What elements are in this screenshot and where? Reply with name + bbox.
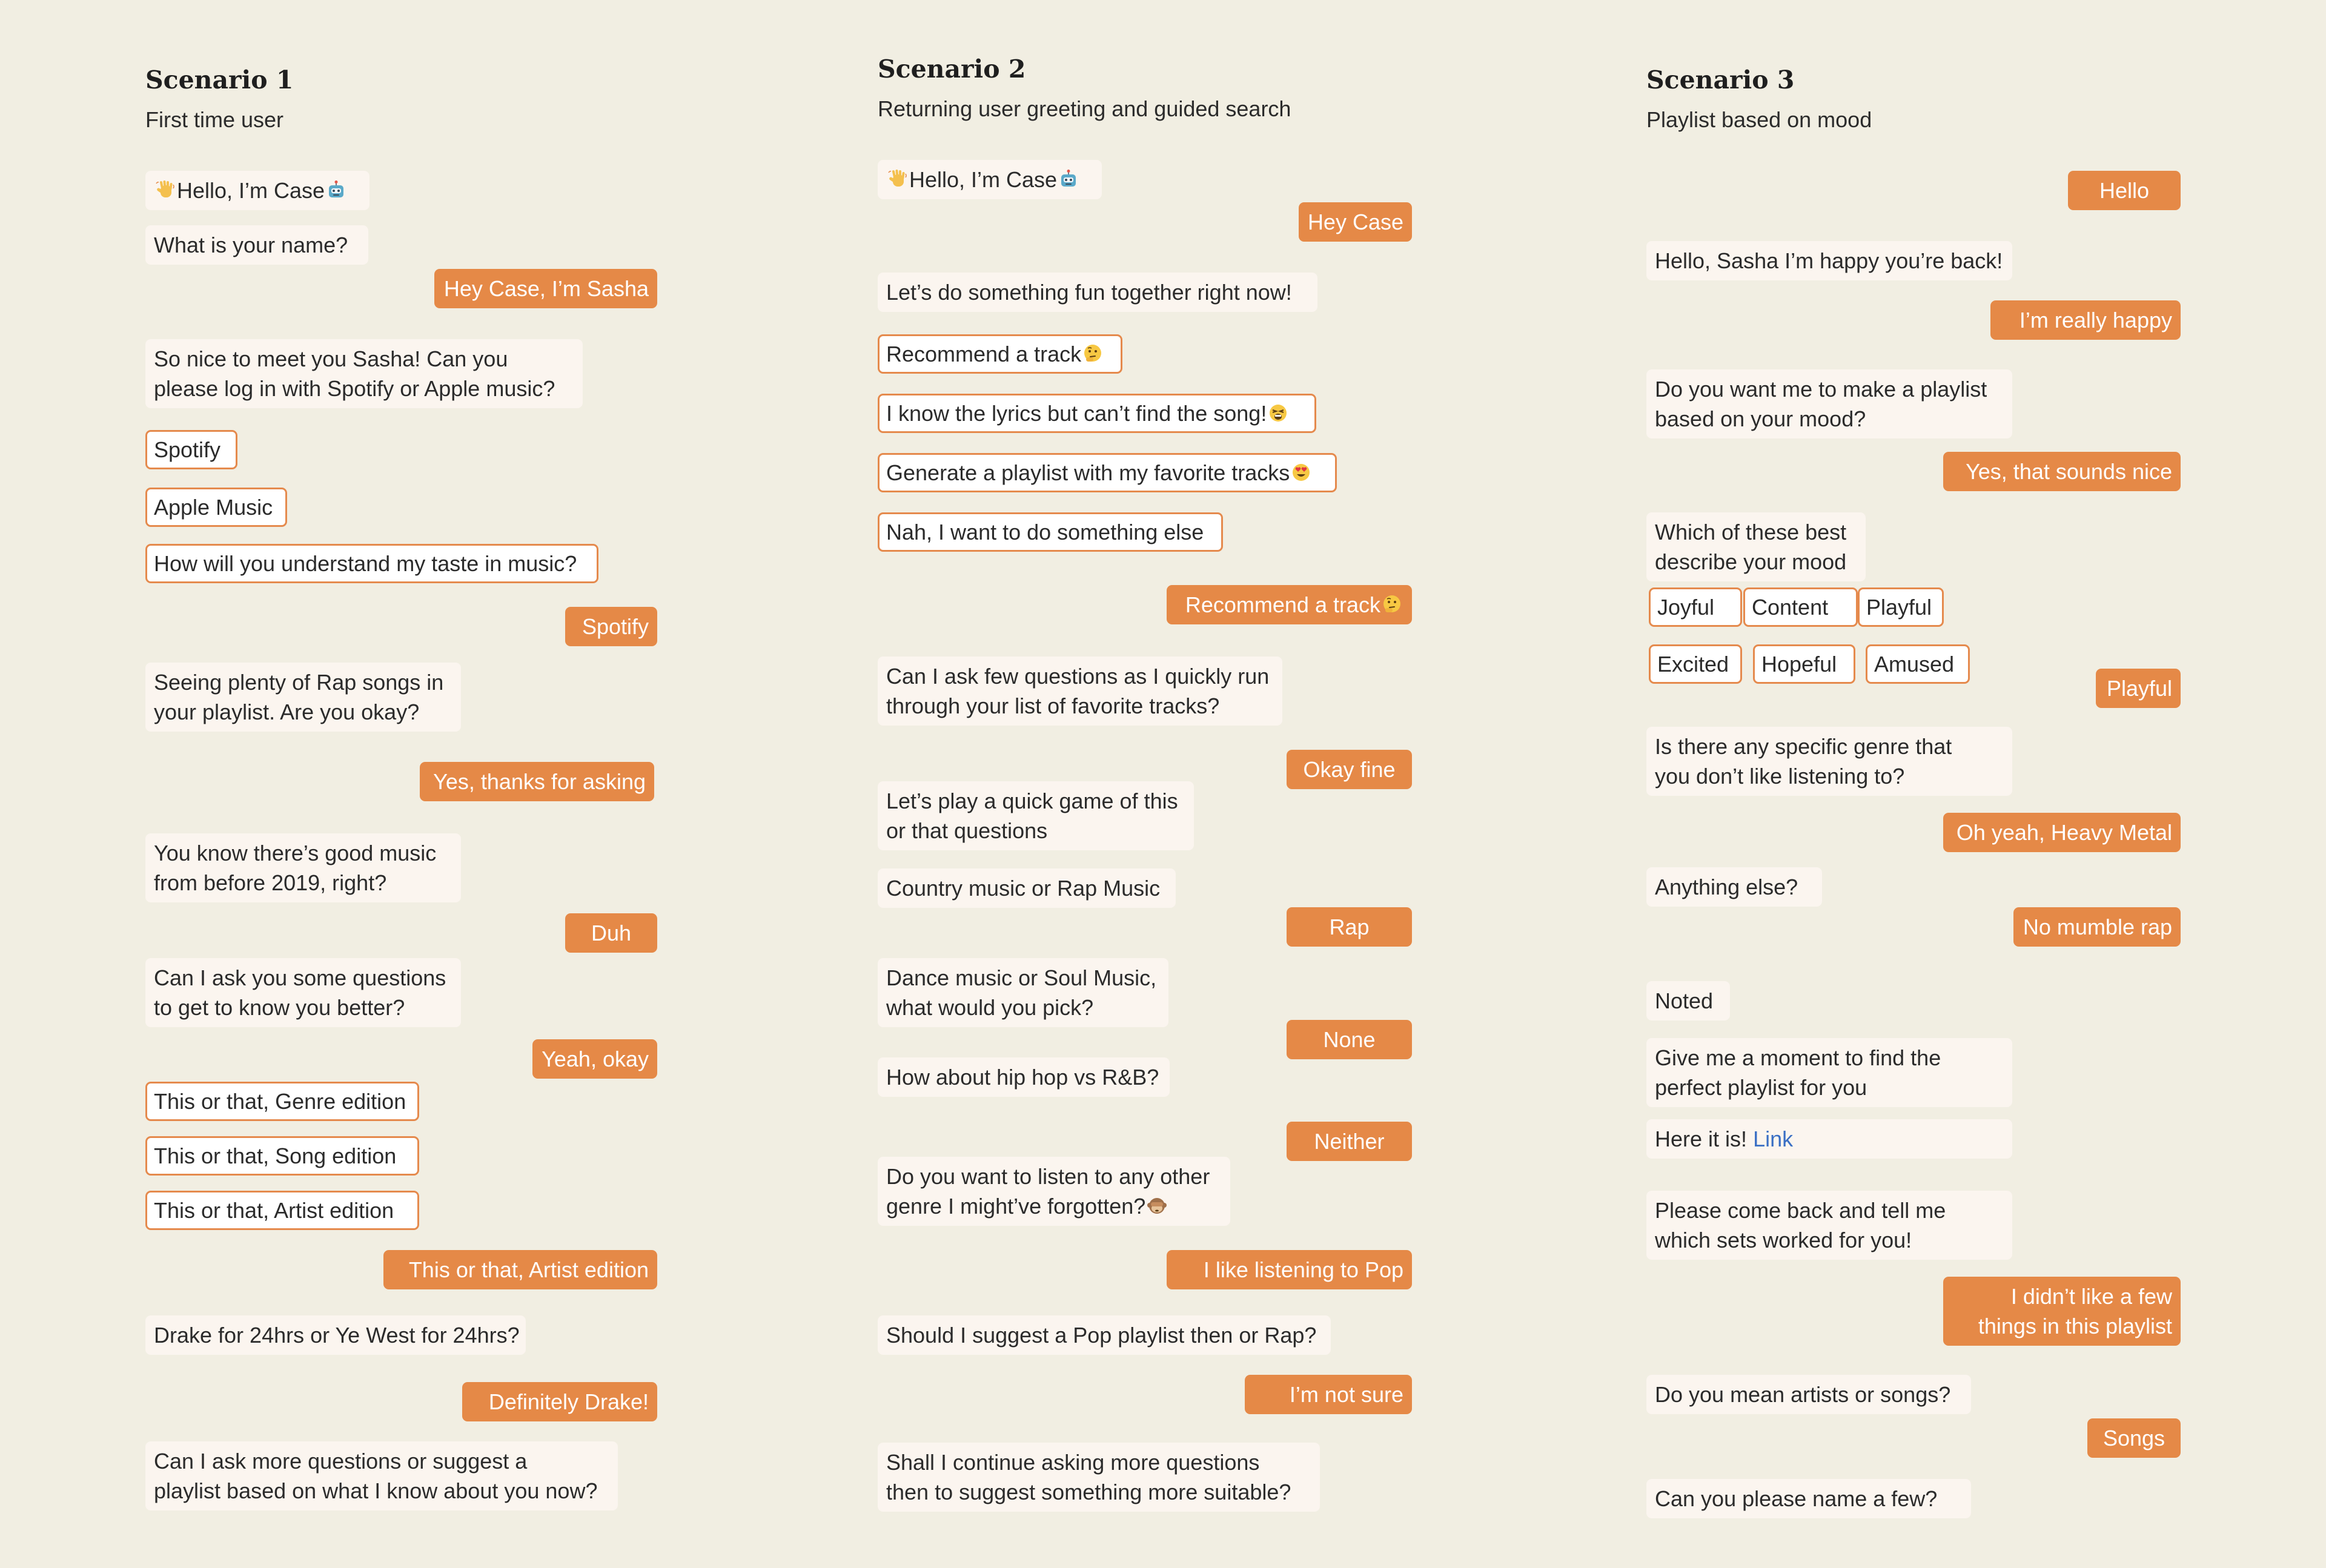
message-line: through your list of favorite tracks? [886, 693, 1220, 718]
user-message: Hello [2068, 171, 2181, 210]
bot-message: Hello, Sasha I’m happy you’re back! [1646, 241, 2012, 280]
message-line: Do you want me to make a playlist [1655, 377, 1987, 402]
bot-message [878, 1443, 1320, 1512]
message-line: Do you want to listen to any other [886, 1164, 1210, 1189]
message-line: to get to know you better? [154, 995, 405, 1020]
scenario-3-subtitle: Playlist based on mood [1646, 107, 1872, 132]
bot-message: Country music or Rap Music [878, 868, 1176, 908]
bot-message [1646, 512, 1866, 581]
option-song-edition-button[interactable]: This or that, Song edition [145, 1136, 419, 1176]
waving-hand-icon [887, 169, 908, 190]
message-line: Can I ask you some questions [154, 965, 446, 990]
user-message [1943, 1277, 2181, 1346]
message-line: You know there’s good music [154, 841, 437, 865]
message-line: Please come back and tell me [1655, 1198, 1946, 1223]
message-line: Shall I continue asking more questions [886, 1450, 1260, 1475]
bot-message [145, 958, 461, 1027]
user-message [1167, 585, 1412, 624]
message-line: then to suggest something more suitable? [886, 1480, 1291, 1504]
scenario-3-column [1646, 0, 2181, 1568]
mood-playful-chip[interactable]: Playful [1858, 587, 1944, 627]
bot-greeting-bubble [878, 160, 1102, 199]
message-line-text: genre I might’ve forgotten? [886, 1194, 1146, 1219]
message-line: Dance music or Soul Music, [886, 965, 1157, 990]
message-line: Which of these best [1655, 520, 1847, 544]
option-apple-music-button[interactable]: Apple Music [145, 488, 287, 527]
bot-greeting-bubble [145, 171, 369, 210]
user-message: Rap [1287, 907, 1412, 947]
bot-message [145, 663, 461, 732]
playlist-link[interactable]: Link [1753, 1126, 1794, 1151]
user-message: Spotify [565, 607, 657, 646]
message-text: Here it is! [1655, 1126, 1748, 1151]
user-message: Yes, that sounds nice [1943, 452, 2181, 491]
user-message: I like listening to Pop [1167, 1250, 1412, 1289]
user-message: Hey Case [1299, 202, 1412, 242]
robot-icon [326, 180, 346, 200]
user-message: Yes, thanks for asking [420, 762, 654, 801]
thinking-face-icon [1082, 343, 1103, 364]
bot-message [878, 958, 1168, 1027]
user-message: Duh [565, 913, 657, 953]
see-no-evil-monkey-icon [1147, 1196, 1167, 1216]
option-label: I know the lyrics but can’t find the song! [886, 401, 1267, 426]
bot-greeting-text: Hello, I’m Case [909, 167, 1058, 192]
message-line: So nice to meet you Sasha! Can you [154, 346, 508, 371]
bot-message [1646, 727, 2012, 796]
thinking-face-icon [1382, 594, 1402, 615]
user-message: Yeah, okay [532, 1039, 657, 1079]
user-message: None [1287, 1020, 1412, 1059]
message-line [886, 1191, 1222, 1221]
bot-message: Do you mean artists or songs? [1646, 1375, 1971, 1414]
option-taste-question-button[interactable]: How will you understand my taste in music? [145, 544, 598, 583]
bot-greeting-text: Hello, I’m Case [177, 178, 325, 203]
user-message-text: Recommend a track [1185, 592, 1380, 617]
message-line: playlist based on what I know about you now? [154, 1478, 598, 1503]
user-message: This or that, Artist edition [383, 1250, 657, 1289]
option-label: Generate a playlist with my favorite tracks [886, 460, 1290, 485]
scenario-1-column [145, 0, 657, 1568]
bot-message [1646, 1038, 2012, 1107]
message-line: from before 2019, right? [154, 870, 387, 895]
message-line: based on your mood? [1655, 406, 1866, 431]
message-line: Is there any specific genre that [1655, 734, 1952, 759]
bot-message: Noted [1646, 981, 1730, 1021]
bot-message: Can you please name a few? [1646, 1479, 1971, 1518]
weary-face-icon [1268, 403, 1288, 423]
user-message: Songs [2087, 1418, 2181, 1458]
user-message: Neither [1287, 1122, 1412, 1161]
bot-message [145, 339, 583, 408]
scenario-1-title: Scenario 1 [145, 65, 294, 94]
user-message: Okay fine [1287, 750, 1412, 789]
scenario-1-subtitle: First time user [145, 107, 284, 132]
message-line: perfect playlist for you [1655, 1075, 1867, 1100]
user-message: Playful [2096, 669, 2181, 708]
mood-hopeful-chip[interactable]: Hopeful [1753, 644, 1855, 684]
user-message: Oh yeah, Heavy Metal [1943, 813, 2181, 852]
message-line: I didn’t like a few [2010, 1284, 2172, 1309]
message-line: things in this playlist [1978, 1314, 2172, 1338]
message-line: or that questions [886, 818, 1048, 843]
bot-message: How about hip hop vs R&B? [878, 1057, 1170, 1097]
bot-message [1646, 369, 2012, 438]
mood-excited-chip[interactable]: Excited [1649, 644, 1742, 684]
message-line: Let’s play a quick game of this [886, 789, 1178, 813]
option-find-song-by-lyrics-button[interactable] [878, 394, 1316, 433]
option-generate-playlist-button[interactable] [878, 453, 1337, 492]
bot-message: Let’s do something fun together right now! [878, 273, 1317, 312]
mood-content-chip[interactable]: Content [1743, 587, 1858, 627]
message-line: what would you pick? [886, 995, 1094, 1020]
bot-message [145, 833, 461, 902]
scenario-2-subtitle: Returning user greeting and guided search [878, 96, 1291, 121]
bot-message [878, 657, 1282, 726]
bot-message: Should I suggest a Pop playlist then or Rap? [878, 1315, 1331, 1355]
message-line: you don’t like listening to? [1655, 764, 1905, 789]
option-recommend-track-button[interactable] [878, 334, 1122, 374]
bot-message: Drake for 24hrs or Ye West for 24hrs? [145, 1315, 526, 1355]
option-spotify-button[interactable]: Spotify [145, 430, 237, 469]
scenario-2-column [878, 0, 1412, 1568]
message-line: Seeing plenty of Rap songs in [154, 670, 444, 695]
message-line: Give me a moment to find the [1655, 1045, 1941, 1070]
option-label: Recommend a track [886, 342, 1082, 366]
heart-eyes-icon [1291, 462, 1311, 483]
option-artist-edition-button[interactable]: This or that, Artist edition [145, 1191, 419, 1230]
bot-message [145, 1441, 618, 1510]
user-message: Hey Case, I’m Sasha [434, 269, 657, 308]
waving-hand-icon [155, 180, 176, 200]
scenario-2-title: Scenario 2 [878, 55, 1026, 84]
bot-message [1646, 1191, 2012, 1260]
message-line: describe your mood [1655, 549, 1847, 574]
bot-message: What is your name? [145, 225, 368, 265]
bot-message [878, 781, 1194, 850]
bot-message: Anything else? [1646, 867, 1822, 907]
message-line: Can I ask few questions as I quickly run [886, 664, 1270, 689]
user-message: I’m not sure [1245, 1375, 1412, 1414]
user-message: Definitely Drake! [462, 1382, 657, 1421]
message-line: Can I ask more questions or suggest a [154, 1449, 528, 1474]
robot-icon [1058, 169, 1079, 190]
message-line: your playlist. Are you okay? [154, 700, 420, 724]
bot-message [1646, 1119, 2012, 1159]
user-message: I’m really happy [1990, 300, 2181, 340]
mood-amused-chip[interactable]: Amused [1866, 644, 1970, 684]
message-line: which sets worked for you! [1655, 1228, 1912, 1252]
user-message: No mumble rap [2013, 907, 2181, 947]
bot-message [878, 1157, 1230, 1226]
scenario-3-title: Scenario 3 [1646, 65, 1795, 94]
mood-joyful-chip[interactable]: Joyful [1649, 587, 1742, 627]
option-genre-edition-button[interactable]: This or that, Genre edition [145, 1082, 419, 1121]
option-something-else-button[interactable]: Nah, I want to do something else [878, 512, 1223, 552]
message-line: please log in with Spotify or Apple music? [154, 376, 555, 401]
